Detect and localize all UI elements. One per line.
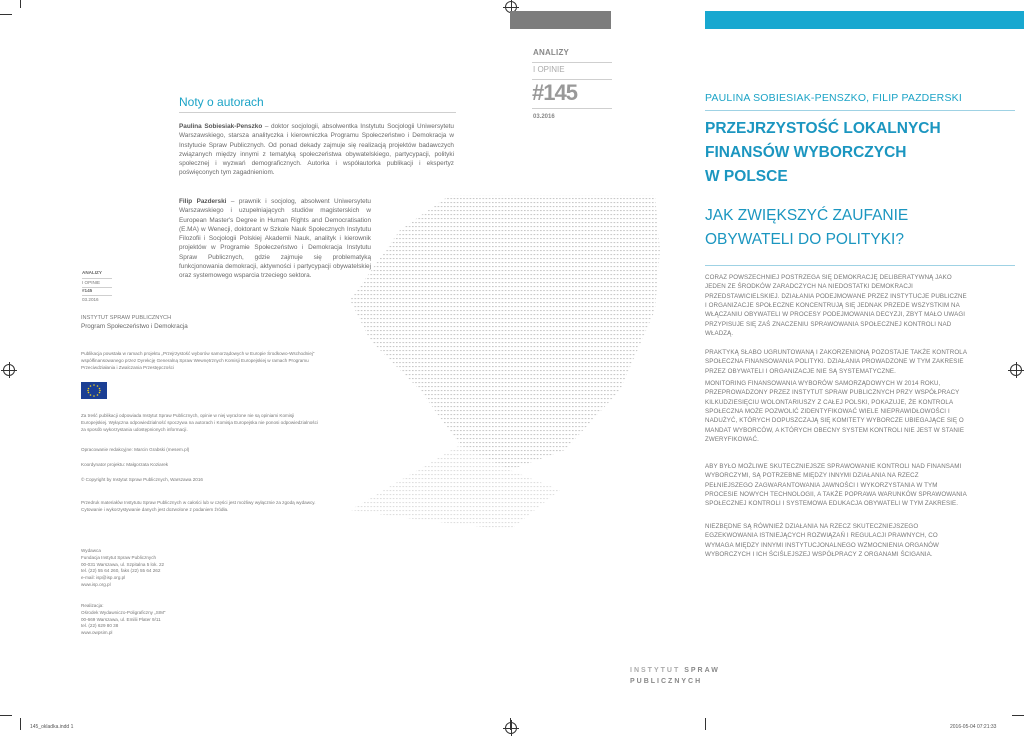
publisher-line: 00-031 Warszawa, ul. Szpitalna 5 lok. 22	[81, 561, 165, 567]
copyright: © Copyright by Instytut Spraw Publicznych, Warszawa 2016	[81, 477, 203, 482]
slug-filename: 145_okladka.indd 1	[30, 724, 74, 730]
bio-name: Paulina Sobiesiak-Penszko	[179, 123, 263, 130]
crop-mark	[20, 0, 21, 8]
crop-mark	[705, 718, 706, 730]
realization-line: 00-669 Warszawa, ul. Emilii Plater 9/11	[81, 616, 161, 622]
logo-text-light: INSTYTUT	[630, 667, 681, 674]
spine-grey-bar	[510, 11, 611, 29]
realization-line: Realizacja:	[81, 603, 104, 608]
summary-paragraph: ABY BYŁO MOŻLIWE SKUTECZNIEJSZE SPRAWOWANIE KONTROLI NAD FINANSAMI WYBORCZYMI, SĄ POTRZEBNE MIĘDZY INNYMI DZIAŁANIA NA RZECZ PEŁNIEJSZEGO ZAGWARANTOWANIA JAWNOŚCI I WYKORZYSTANIA W TYM PROCESIE NOWYCH TECHNOLOGII, A TAKŻE POPRAWA WARUNKÓW SPRAWOWANIA SPOŁECZNEJ KONTROLI I SYSTEMOWA EDUKACJA OBYWATELI W TYM ZAKRESIE.	[705, 463, 967, 508]
cover-title	[705, 117, 941, 189]
publisher-block	[81, 548, 164, 589]
registration-mark-icon	[3, 364, 15, 376]
crop-mark	[0, 14, 12, 15]
series-rule	[532, 62, 612, 63]
institute-name: INSTYTUT SPRAW PUBLICZNYCH	[81, 315, 172, 321]
crop-mark	[0, 715, 12, 716]
publisher-line: e-mail: isp@isp.org.pl	[81, 575, 126, 581]
mini-series-sub: I OPINIE	[82, 280, 101, 285]
series-rule	[532, 108, 612, 109]
mini-series-date: 03.2016	[82, 297, 99, 302]
bio-text: – doktor socjologii, absolwentka Instytutu Socjologii Uniwersytetu Warszawskiego, starsza analityczka i kierowniczka Programu Społeczeństwo i Demokracja w Instytucie Spraw Publicznych. Od ponad dekady zajmuje się realizacją projektów badawczych związanych między innymi z tematyką społeczeństwa obywatelskiego, partycypacji, polityki społecznej i wyzwań demograficznych. Autorka i współautorka publikacji i ekspertyz poświęconych tym zagadnieniom.	[179, 123, 454, 177]
cover-blue-bar	[705, 11, 1024, 29]
eu-flag-icon	[81, 382, 107, 399]
authors-notes-title: Noty o autorach	[179, 95, 264, 109]
mini-rule	[82, 278, 112, 279]
realization-line: tel. (22) 629 80 38	[81, 623, 119, 629]
bio-paragraph	[179, 122, 454, 178]
cover-subtitle	[705, 204, 908, 252]
mini-rule	[82, 295, 112, 296]
subtitle-line: OBYWATELI DO POLITYKI?	[705, 231, 904, 248]
mini-series-number: #145	[82, 288, 93, 293]
realization-line: Ośrodek Wydawniczo-Poligraficzny „SIM”	[81, 609, 166, 615]
crop-mark	[20, 718, 21, 730]
publisher-line: Wydawca	[81, 548, 101, 553]
crop-mark	[1012, 715, 1024, 716]
isp-logo	[630, 665, 720, 687]
title-line: FINANSÓW WYBORCZYCH	[705, 144, 907, 161]
slug-timestamp: 2016-05-04 07:21:33	[950, 724, 997, 730]
series-label: ANALIZY	[533, 48, 570, 57]
logo-text-bold: PUBLICZNYCH	[630, 678, 703, 685]
program-name: Program Społeczeństwo i Demokracja	[81, 323, 188, 330]
logo-text-bold: SPRAW	[684, 667, 720, 674]
series-sub: I OPINIE	[533, 65, 565, 74]
registration-mark-icon	[1010, 364, 1022, 376]
publisher-line: Fundacja Instytut Spraw Publicznych	[81, 554, 157, 560]
realization-line: www.owpsim.pl	[81, 630, 113, 636]
bio-name: Filip Pazderski	[179, 198, 227, 205]
mini-series-label: ANALIZY	[82, 270, 102, 275]
summary-paragraph: MONITORING FINANSOWANIA WYBORÓW SAMORZĄDOWYCH W 2014 ROKU, PRZEPROWADZONY PRZEZ INSTYTUT SPRAW PUBLICZNYCH PRZY WSPÓŁPRACY KILKUDZIESIĘCIU WOLONTARIUSZY Z CAŁEJ POLSKI, POKAZUJE, ŻE KONTROLA SPOŁECZNA MOŻE POZWOLIĆ ZIDENTYFIKOWAĆ WIELE NIEPRAWIDŁOWOŚCI I NADUŻYĆ, KTÓRYCH DOPUSZCZAJĄ SIĘ KOMITETY WYBORCZE UBIEGAJĄCE SIĘ O MANDAT WYBORCÓW, A KTÓRYCH OBECNY SYSTEM KONTROLI NIE JEST W STANIE ZWERYFIKOWAĆ.	[705, 380, 965, 444]
title-rule	[179, 112, 456, 113]
summary-paragraph: PRAKTYKĄ SŁABO UGRUNTOWANĄ I ZAKORZENIONĄ POZOSTAJE TAKŻE KONTROLA SPOŁECZNA FINANSOWANIA POLITYKI. DZIAŁANIA PROWADZONE W TYM ZAKRESIE PRZEZ OBYWATELI I ORGANIZACJE NIE SĄ SYSTEMATYCZNE.	[705, 349, 967, 375]
title-line: PRZEJRZYSTOŚĆ LOKALNYCH	[705, 120, 941, 137]
title-line: W POLSCE	[705, 168, 788, 185]
authors-rule	[705, 110, 1015, 111]
coordinator-credit: Koordynator projektu: Małgorzata Koziarek	[81, 462, 169, 467]
bio-paragraph	[179, 197, 371, 281]
realization-block	[81, 603, 165, 637]
issue-date: 03.2016	[533, 114, 555, 120]
publication-note: Publikacja powstała w ramach projektu „Przejrzystość wyborów samorządowych w Europie Środkowo-Wschodniej” współfinansowanego przez Dyrekcję Generalną Spraw Wewnętrznych Komisji Europejskiej w ramach Programu Przeciwdziałania i Zwalczania Przestępczości	[81, 351, 315, 370]
publisher-line: tel. (22) 55 64 260, faks (22) 55 64 262	[81, 568, 161, 574]
editorial-credit: Opracowanie redakcyjne: Marcin Grabski (mesem.pl)	[81, 447, 190, 452]
summary-paragraph: CORAZ POWSZECHNIEJ POSTRZEGA SIĘ DEMOKRACJĘ DELIBERATYWNĄ JAKO JEDEN ZE ŚRODKÓW ZARADCZYCH NA NIEDOSTATKI DEMOKRACJI PRZEDSTAWICIELSKIEJ. DZIAŁANIA PODEJMOWANE PRZEZ INSTYTUCJE PUBLICZNE I ORGANIZACJE SPOŁECZNE KONCENTRUJĄ SIĘ JEDNAK PRZEDE WSZYSTKIM NA WŁĄCZANIU OBYWATELI W PROCESY PODEJMOWANIA DECYZJI, ZBYT MAŁO UWAGI PRZYPISUJE SIĘ ZAŚ ZNACZENIU SPRAWOWANIA SPOŁECZNEJ KONTROLI NAD WŁADZĄ.	[705, 274, 967, 338]
disclaimer: Za treść publikacji odpowiada Instytut Spraw Publicznych, opinie w niej wyrażone nie są opiniami Komisji Europejskiej. Wyłączna odpowiedzialność spoczywa na autorach i Komisja Europejska nie ponosi odpowiedzialności za sposób wykorzystania udostępnionych informacji.	[81, 413, 318, 432]
registration-mark-icon	[505, 722, 517, 734]
cover-authors: PAULINA SOBIESIAK-PENSZKO, FILIP PAZDERSKI	[705, 92, 962, 104]
bio-text: – prawnik i socjolog, absolwent Uniwersytetu Warszawskiego i uzupełniających studiów magisterskich w European Master's Degree in Human Rights and Democratisation (E.MA) w Wenecji, doktorant w Szkole Nauk Społecznych Instytutu Filozofii i Socjologii Polskiej Akademii Nauk, analityk i kierownik projektów w Programie Społeczeństwo i Demokracja Instytutu Spraw Publicznych, gdzie zajmuje się problematyką funkcjonowania demokracji, aktywności i partycypacji obywatelskiej oraz systemowego wsparcia trzeciego sektora.	[179, 198, 371, 280]
usage-note: Przedruk materiałów Instytutu Spraw Publicznych w całości lub w części jest możliwy wyłącznie za zgodą wydawcy. Cytowanie i wykorzystywanie danych jest dozwolone z podaniem źródła.	[81, 500, 316, 512]
summary-paragraph: NIEZBĘDNE SĄ RÓWNIEŻ DZIAŁANIA NA RZECZ SKUTECZNIEJSZEGO EGZEKWOWANIA ISTNIEJĄCYCH ROZWIĄZAŃ I REGULACJI PRAWNYCH, CO WYMAGA MIĘDZY INNYMI INSTYTUCJONALNEGO WZMOCNIENIA ORGANÓW WYBORCZYCH I ICH ŚCIŚLEJSZEJ WSPÓŁPRACY Z ORGANAMI ŚCIGANIA.	[705, 523, 939, 559]
subtitle-line: JAK ZWIĘKSZYĆ ZAUFANIE	[705, 207, 909, 224]
subtitle-rule	[705, 265, 1015, 266]
publisher-line: www.isp.org.pl	[81, 581, 111, 587]
issue-number: #145	[532, 80, 577, 105]
